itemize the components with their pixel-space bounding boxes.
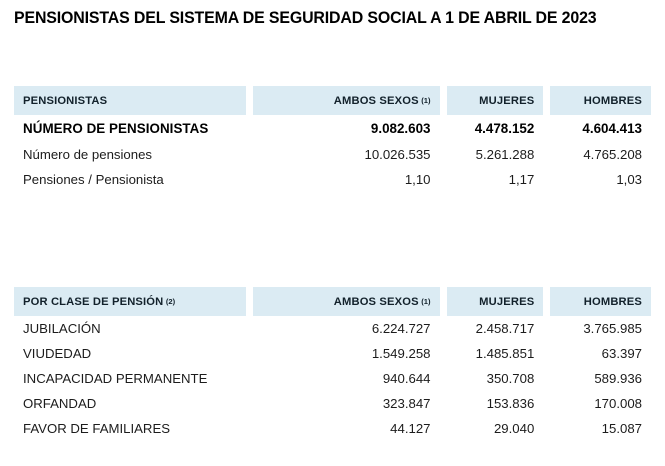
row-value-ambos-sexos: 323.847 <box>382 396 431 411</box>
row-value-mujeres: 29.040 <box>493 421 535 436</box>
table-row <box>14 115 651 142</box>
page-title: PENSIONISTAS DEL SISTEMA DE SEGURIDAD SOCIAL A 1 DE ABRIL DE 2023 <box>14 9 597 27</box>
clase-de-pension-table <box>14 287 651 441</box>
header-gutter <box>543 86 550 115</box>
table-body <box>14 115 651 192</box>
row-label: VIUDEDAD <box>23 346 92 361</box>
row-label: Pensiones / Pensionista <box>23 172 164 187</box>
table-row <box>14 316 651 341</box>
row-value-ambos-sexos: 10.026.535 <box>364 147 431 162</box>
row-value-mujeres: 1,17 <box>508 172 535 187</box>
row-value-mujeres: 4.478.152 <box>474 121 535 136</box>
table-row <box>14 341 651 366</box>
row-value-mujeres: 5.261.288 <box>475 147 535 162</box>
row-value-ambos-sexos: 940.644 <box>382 371 431 386</box>
table-row <box>14 416 651 441</box>
row-value-mujeres: 153.836 <box>486 396 535 411</box>
header-gutter <box>246 287 253 316</box>
row-label: Número de pensiones <box>23 147 153 162</box>
header-gutter <box>440 287 447 316</box>
header-gutter <box>543 287 550 316</box>
column-header-ambos-sexos <box>253 287 440 316</box>
column-header-ambos-sexos-footnote: (1) <box>421 96 431 105</box>
row-value-hombres: 1,03 <box>616 172 642 187</box>
column-header-hombres: HOMBRES <box>550 287 651 316</box>
row-value-mujeres: 350.708 <box>486 371 535 386</box>
column-header-ambos-sexos <box>253 86 440 115</box>
column-header-clase-de-pension <box>14 287 246 316</box>
row-label: NÚMERO DE PENSIONISTAS <box>23 121 209 136</box>
row-value-mujeres: 2.458.717 <box>475 321 535 336</box>
row-value-hombres: 3.765.985 <box>583 321 642 336</box>
row-label: FAVOR DE FAMILIARES <box>23 421 171 436</box>
row-label: INCAPACIDAD PERMANENTE <box>23 371 208 386</box>
table-header-row <box>14 287 651 316</box>
column-header-mujeres: MUJERES <box>447 287 544 316</box>
row-value-ambos-sexos: 9.082.603 <box>370 121 431 136</box>
row-value-hombres: 170.008 <box>594 396 642 411</box>
row-value-ambos-sexos: 44.127 <box>390 421 431 436</box>
row-value-ambos-sexos: 6.224.727 <box>371 321 431 336</box>
row-value-hombres: 4.604.413 <box>582 121 642 136</box>
row-value-hombres: 4.765.208 <box>583 147 642 162</box>
row-value-hombres: 589.936 <box>594 371 642 386</box>
table-row <box>14 366 651 391</box>
column-header-clase-de-pension-footnote: (2) <box>165 297 176 306</box>
table-header-row <box>14 86 651 115</box>
row-value-ambos-sexos: 1.549.258 <box>371 346 431 361</box>
table-row <box>14 142 651 167</box>
column-header-ambos-sexos-label: AMBOS SEXOS <box>333 94 419 107</box>
table-row <box>14 391 651 416</box>
column-header-pensionistas: PENSIONISTAS <box>14 86 246 115</box>
header-gutter <box>246 86 253 115</box>
row-value-hombres: 63.397 <box>601 346 642 361</box>
row-label: JUBILACIÓN <box>23 321 101 336</box>
column-header-ambos-sexos-label: AMBOS SEXOS <box>333 295 419 308</box>
table-row <box>14 167 651 192</box>
row-value-mujeres: 1.485.851 <box>475 346 535 361</box>
table-body <box>14 316 651 441</box>
pensionistas-table <box>14 86 651 192</box>
row-label: ORFANDAD <box>23 396 97 411</box>
column-header-clase-de-pension-label: POR CLASE DE PENSIÓN <box>23 295 164 308</box>
column-header-mujeres: MUJERES <box>447 86 544 115</box>
header-gutter <box>440 86 447 115</box>
row-value-hombres: 15.087 <box>601 421 642 436</box>
column-header-ambos-sexos-footnote: (1) <box>421 297 431 306</box>
column-header-hombres: HOMBRES <box>550 86 651 115</box>
row-value-ambos-sexos: 1,10 <box>404 172 431 187</box>
